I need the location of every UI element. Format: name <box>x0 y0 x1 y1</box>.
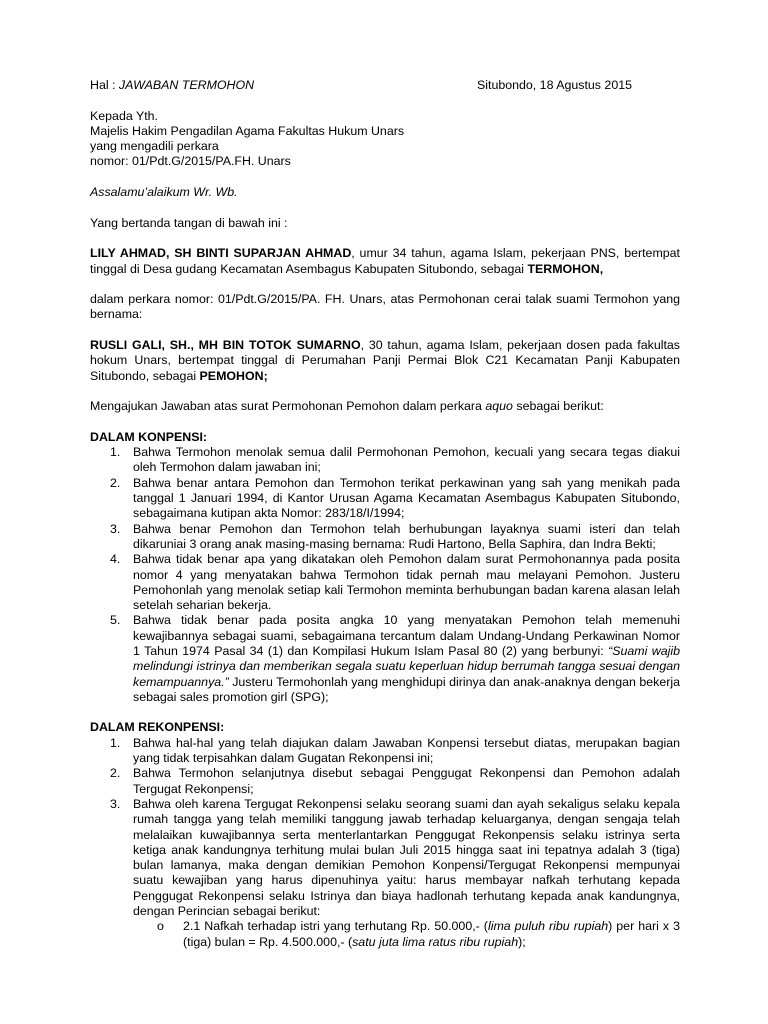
list-item: 2. Bahwa benar antara Pemohon dan Termohon terikat perkawinan yang sah yang menikah pada tanggal 1 Januari 1994, di Kantor Urusan Agama Kecamatan Asembagus Kabupaten Situbondo, sebagaimana kutipan akta Nomor: 283/18/I/1994; <box>110 475 680 521</box>
recipient-block <box>90 109 680 170</box>
rekonpensi-list <box>90 736 680 920</box>
list-item: 5. Bahwa tidak benar pada posita angka 10 yang menyatakan Pemohon telah memenuhi kewajibannya sebagai suami, sebagaimana tercantum dalam Undang-Undang Perkawinan Nomor 1 Tahun 1974 Pasal 34 (1) dan Kompilasi Hukum Islam Pasal 80 (2) yang berbunyi: “Suami wajib melindungi istrinya dan memberikan segala suatu keperluan hidup berrumah tangga sesuai dengan kemampuannya.” Justeru Termohonlah yang menghidupi dirinya dan anak-anaknya dengan bekerja sebagai sales promotion girl (SPG); <box>110 613 680 704</box>
termohon-identity: LILY AHMAD, SH BINTI SUPARJAN AHMAD, umur 34 tahun, agama Islam, pekerjaan PNS, bertempat tinggal di Desa gudang Kecamatan Asembagus Kabupaten Situbondo, sebagai TERMOHON, <box>90 246 680 276</box>
greeting: Assalamu’alaikum Wr. Wb. <box>90 185 238 200</box>
list-item: 2. Bahwa Termohon selanjutnya disebut sebagai Penggugat Rekonpensi dan Pemohon adalah Tergugat Rekonpensi; <box>110 766 680 796</box>
list-item: 3. Bahwa oleh karena Tergugat Rekonpensi selaku seorang suami dan ayah sekaligus selaku kepala rumah tangga yang telah memiliki tanggung jawab terhadap keluarganya, dengan sengaja telah melalaikan kuwajibannya serta menterlantarkan Penggugat Rekonpensis selaku istrinya serta ketiga anak kandungnya terhitung mulai bulan Juli 2015 hingga saat ini tepatnya adalah 3 (tiga) bulan lamanya, maka dengan demikian Pemohon Konpensi/Tergugat Rekonpensi mempunyai suatu kewajiban yang harus dipenuhinya yaitu: harus membayar nafkah terhutang kepada Penggugat Rekonpensi selaku Istrinya dan biaya hadlonah terhutang kepada anak kandungnya, dengan Perincian sebagai berikut: <box>110 796 680 919</box>
recipient-line: yang mengadili perkara <box>90 139 219 154</box>
termohon-name: LILY AHMAD, SH BINTI SUPARJAN AHMAD <box>90 246 352 261</box>
circle-bullet-icon: o <box>157 919 164 934</box>
list-item: 4. Bahwa tidak benar apa yang dikatakan oleh Pemohon dalam surat Permohonannya pada posita nomor 4 yang menyatakan bahwa Termohon tidak pernah mau melayani Pemohon. Justeru Pemohonlah yang menolak setiap kali Termohon meminta berhubungan badan karena alasan lelah setelah seharian bekerja. <box>110 552 680 613</box>
subject-title: JAWABAN TERMOHON <box>118 78 255 92</box>
recipient-line: nomor: 01/Pdt.G/2015/PA.FH. Unars <box>90 154 291 169</box>
termohon-role: TERMOHON, <box>527 261 604 276</box>
list-item: 1. Bahwa Termohon menolak semua dalil Permohonan Pemohon, kecuali yang secara tegas diakui oleh Termohon dalam jawaban ini; <box>110 445 680 475</box>
place-date: Situbondo, 18 Agustus 2015 <box>476 78 632 92</box>
list-item: 3. Bahwa benar Pemohon dan Termohon telah berhubungan layaknya suami isteri dan telah dikaruniai 3 orang anak masing-masing bernama: Rudi Hartono, Bella Saphira, dan Indra Bekti; <box>110 521 680 551</box>
subject-label: Hal : <box>90 78 119 92</box>
document-page <box>90 78 680 950</box>
rekonpensi-heading: DALAM REKONPENSI: <box>90 720 225 735</box>
case-paragraph: dalam perkara nomor: 01/Pdt.G/2015/PA. FH. Unars, atas Permohonan cerai talak suami Termohon yang bernama: <box>90 292 680 322</box>
recipient-line: Kepada Yth. <box>90 108 158 123</box>
pemohon-identity: RUSLI GALI, SH., MH BIN TOTOK SUMARNO, 30 tahun, agama Islam, pekerjaan dosen pada fakultas hokum Unars, bertempat tinggal di Perumahan Panji Permai Blok C21 Kecamatan Panji Kabupaten Situbondo, sebagai PEMOHON; <box>90 338 680 383</box>
subject-line <box>90 78 254 93</box>
letter-header <box>90 78 680 93</box>
recipient-line: Majelis Hakim Pengadilan Agama Fakultas Hukum Unars <box>90 123 405 138</box>
sub-item: o 2.1 Nafkah terhadap istri yang terhutang Rp. 50.000,- (lima puluh ribu rupiah) per hari x 3 (tiga) bulan = Rp. 4.500.000,- (satu juta lima ratus ribu rupiah); <box>157 919 681 949</box>
konpensi-heading: DALAM KONPENSI: <box>90 429 208 444</box>
law-quote: “Suami wajib melindungi istrinya dan memberikan segala suatu keperluan hidup berrumah tangga sesuai dengan kemampuannya.” <box>133 643 680 689</box>
pemohon-role: PEMOHON; <box>199 368 268 383</box>
intro-line: Yang bertanda tangan di bawah ini : <box>90 215 288 230</box>
list-item: 1. Bahwa hal-hal yang telah diajukan dalam Jawaban Konpensi tersebut diatas, merupakan bagian yang tidak terpisahkan dalam Gugatan Rekonpensi ini; <box>110 735 680 766</box>
konpensi-list <box>90 445 680 705</box>
pemohon-name: RUSLI GALI, SH., MH BIN TOTOK SUMARNO <box>90 338 361 353</box>
submission-line: Mengajukan Jawaban atas surat Permohonan Pemohon dalam perkara aquo sebagai berikut: <box>90 399 604 414</box>
